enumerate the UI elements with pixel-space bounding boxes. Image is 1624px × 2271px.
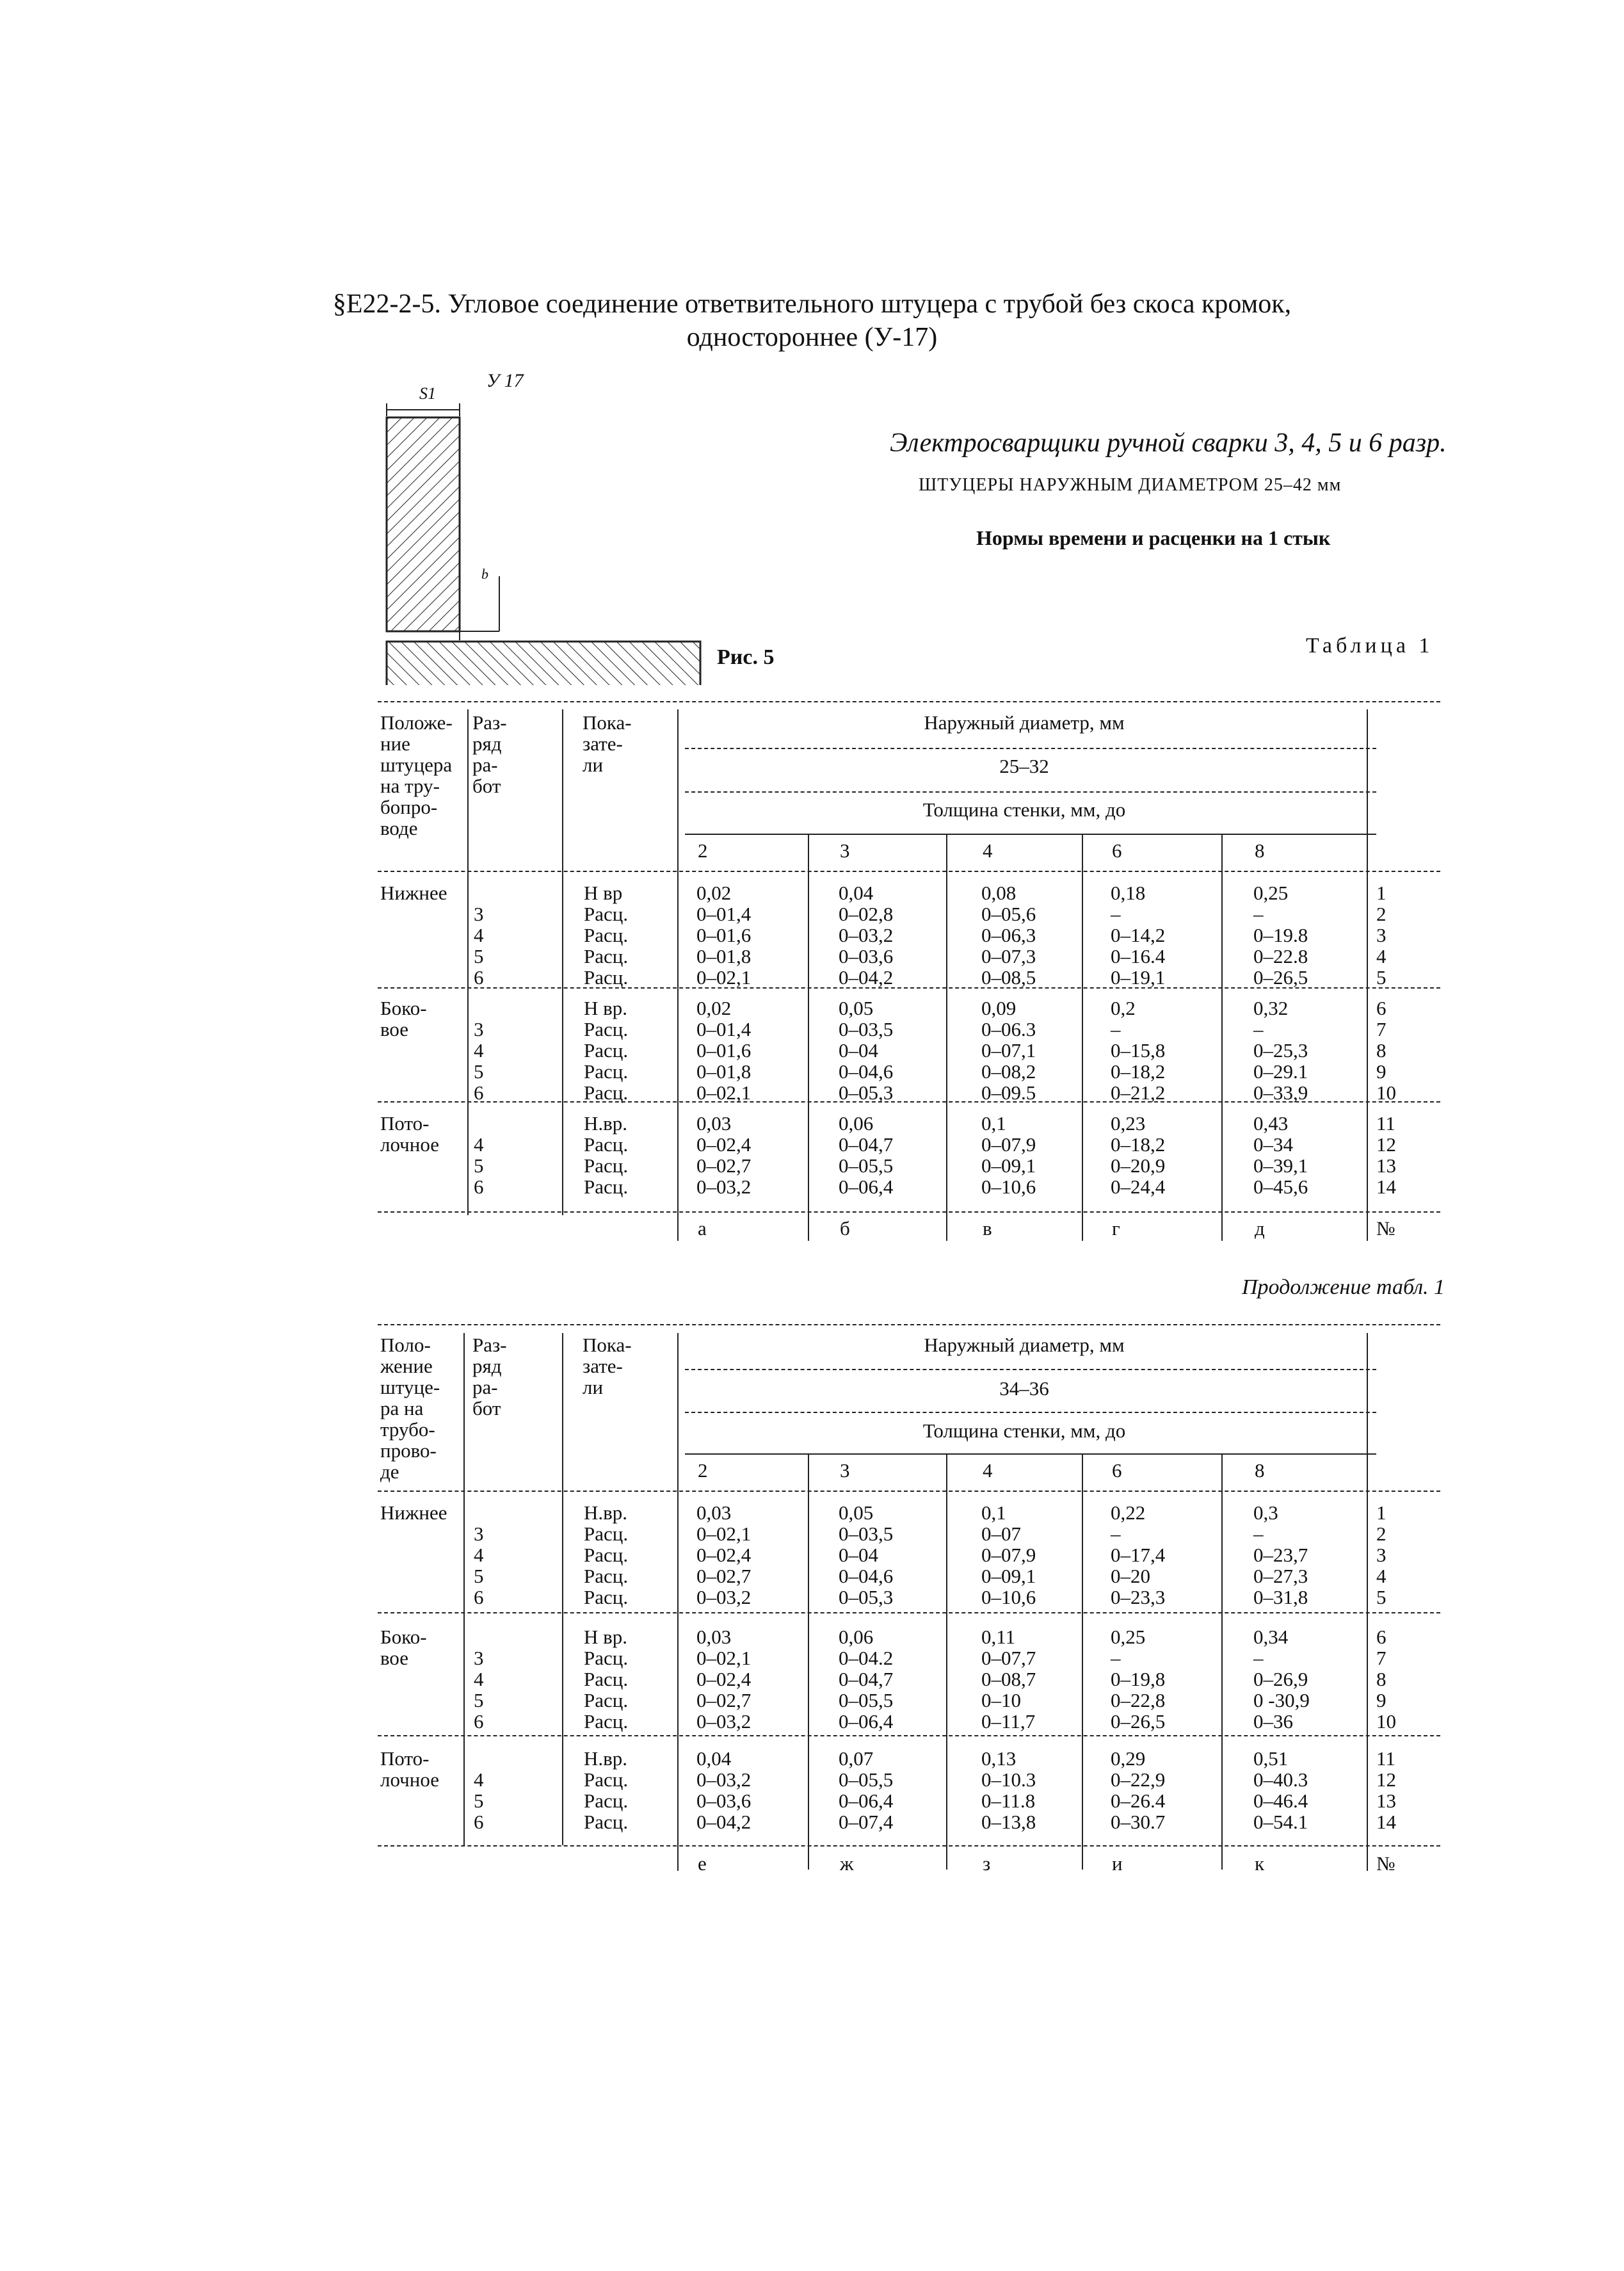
cell-bottom-zh: 0,05 0–03,5 0–04 0–04,6 0–05,3 [839, 1501, 894, 1608]
cell-side-zh: 0,06 0–04.2 0–04,7 0–05,5 0–06,4 [839, 1626, 894, 1733]
cell-side-d: 0,32 – 0–25,3 0–29.1 0–33,9 [1253, 997, 1308, 1104]
position-side: Боко- вое [380, 997, 427, 1040]
grades-ceiling-2: 4 5 6 [474, 1768, 484, 1833]
cell-bottom-k: 0,3 – 0–23,7 0–27,3 0–31,8 [1253, 1501, 1308, 1608]
footer-v: в [983, 1217, 992, 1240]
position-side-2: Боко- вое [380, 1626, 427, 1669]
footer-no: № [1376, 1217, 1395, 1240]
footer-k: к [1255, 1852, 1265, 1875]
indicators-ceiling-2: Н.вр. Расц. Расц. Расц. [584, 1747, 629, 1833]
cell-bottom-b: 0,04 0–02,8 0–03,2 0–03,6 0–04,2 [839, 882, 894, 989]
indicators-side-2: Н вр. Расц. Расц. Расц. Расц. [584, 1626, 629, 1733]
col-indicator-header-2: Пока- зате- ли [583, 1334, 632, 1398]
cell-side-k: 0,34 – 0–26,9 0 -30,9 0–36 [1253, 1626, 1310, 1733]
cell-side-g: 0,2 – 0–15,8 0–18,2 0–21,2 [1111, 997, 1166, 1104]
norms-line: Нормы времени и расценки на 1 стык [976, 526, 1331, 549]
col-indicator-header: Пока- зате- ли [583, 711, 632, 776]
footer-d: д [1255, 1217, 1265, 1240]
grades-bottom: 3 4 5 6 [474, 903, 484, 989]
thickness-6-t2: 6 [1112, 1459, 1122, 1482]
rownums-bottom: 1 2 3 4 5 [1376, 882, 1387, 989]
position-ceiling: Пото- лочное [380, 1112, 439, 1156]
cell-side-i: 0,25 – 0–19,8 0–22,8 0–26,5 [1111, 1626, 1166, 1733]
grades-side-2: 3 4 5 6 [474, 1647, 484, 1733]
rownums-side-2: 6 7 8 9 10 [1376, 1626, 1396, 1733]
footer-zh: ж [840, 1852, 854, 1875]
cell-ceiling-i: 0,29 0–22,9 0–26.4 0–30.7 [1111, 1747, 1166, 1833]
col-position-header-2: Поло- жение штуце- ра на трубо- прово- де [380, 1334, 440, 1483]
cell-ceiling-v: 0,1 0–07,9 0–09,1 0–10,6 [981, 1112, 1036, 1198]
weld-diagram [378, 378, 711, 685]
col-grade-header: Раз- ряд ра- бот [472, 711, 507, 797]
thickness-2-t2: 2 [698, 1459, 708, 1482]
footer-z: з [983, 1852, 991, 1875]
col-position-header: Положе- ние штуцера на тру- бопро- воде [380, 711, 453, 839]
grades-bottom-2: 3 4 5 6 [474, 1523, 484, 1608]
cell-ceiling-d: 0,43 0–34 0–39,1 0–45,6 [1253, 1112, 1308, 1198]
indicators-side: Н вр. Расц. Расц. Расц. Расц. [584, 997, 629, 1104]
section-title: §E22-2-5. Угловое соединение ответвительного штуцера с трубой без скоса кромок, [332, 289, 1292, 319]
cell-ceiling-g: 0,23 0–18,2 0–20,9 0–24,4 [1111, 1112, 1166, 1198]
indicators-ceiling: Н.вр. Расц. Расц. Расц. [584, 1112, 629, 1198]
rownums-side: 6 7 8 9 10 [1376, 997, 1396, 1104]
thickness-6: 6 [1112, 839, 1122, 862]
thickness-header-2: Толщина стенки, мм, до [922, 1419, 1126, 1442]
position-ceiling-2: Пото- лочное [380, 1747, 439, 1791]
scope-line: ШТУЦЕРЫ НАРУЖНЫМ ДИАМЕТРОМ 25–42 мм [919, 475, 1342, 495]
table-label: Таблица 1 [1306, 634, 1434, 658]
cell-ceiling-z: 0,13 0–10.3 0–11.8 0–13,8 [981, 1747, 1036, 1833]
workers-line: Электросварщики ручной сварки 3, 4, 5 и 6 разр. [890, 428, 1447, 458]
diameter-header: Наружный диаметр, мм [924, 711, 1125, 734]
diameter-range: 25–32 [999, 755, 1049, 777]
cell-side-b: 0,05 0–03,5 0–04 0–04,6 0–05,3 [839, 997, 894, 1104]
col-grade-header-2: Раз- ряд ра- бот [472, 1334, 507, 1419]
grades-side: 3 4 5 6 [474, 1018, 484, 1104]
cell-bottom-g: 0,18 – 0–14,2 0–16.4 0–19,1 [1111, 882, 1166, 989]
cell-bottom-i: 0,22 – 0–17,4 0–20 0–23,3 [1111, 1501, 1166, 1608]
rownums-ceiling: 11 12 13 14 [1376, 1112, 1396, 1198]
thickness-2: 2 [698, 839, 708, 862]
cell-bottom-d: 0,25 – 0–19.8 0–22.8 0–26,5 [1253, 882, 1308, 989]
cell-bottom-a: 0,02 0–01,4 0–01,6 0–01,8 0–02,1 [696, 882, 752, 989]
joint-mark: У 17 [486, 370, 524, 391]
cell-ceiling-e: 0,04 0–03,2 0–03,6 0–04,2 [696, 1747, 752, 1833]
section-subtitle: одностороннее (У-17) [686, 323, 938, 352]
footer-i: и [1112, 1852, 1123, 1875]
cell-side-v: 0,09 0–06.3 0–07,1 0–08,2 0–09.5 [981, 997, 1036, 1104]
diameter-range-2: 34–36 [999, 1377, 1049, 1400]
indicators-bottom-2: Н.вр. Расц. Расц. Расц. Расц. [584, 1501, 629, 1608]
thickness-label: S1 [419, 384, 436, 403]
thickness-3-t2: 3 [840, 1459, 850, 1482]
footer-g: г [1112, 1217, 1120, 1240]
cell-ceiling-zh: 0,07 0–05,5 0–06,4 0–07,4 [839, 1747, 894, 1833]
footer-a: а [698, 1217, 707, 1240]
thickness-8: 8 [1255, 839, 1265, 862]
cell-side-a: 0,02 0–01,4 0–01,6 0–01,8 0–02,1 [696, 997, 752, 1104]
position-bottom: Нижнее [380, 882, 447, 904]
rownums-bottom-2: 1 2 3 4 5 [1376, 1501, 1387, 1608]
thickness-4: 4 [983, 839, 993, 862]
indicators-bottom: Н вр Расц. Расц. Расц. Расц. [584, 882, 629, 989]
footer-e: е [698, 1852, 707, 1875]
figure-caption: Рис. 5 [717, 645, 775, 669]
thickness-8-t2: 8 [1255, 1459, 1265, 1482]
cell-bottom-z: 0,1 0–07 0–07,9 0–09,1 0–10,6 [981, 1501, 1036, 1608]
footer-b: б [840, 1217, 850, 1240]
footer-no-2: № [1376, 1852, 1395, 1875]
diameter-header-2: Наружный диаметр, мм [924, 1334, 1125, 1356]
cell-bottom-v: 0,08 0–05,6 0–06,3 0–07,3 0–08,5 [981, 882, 1036, 989]
grades-ceiling: 4 5 6 [474, 1133, 484, 1198]
gap-label: b [481, 566, 488, 582]
continuation-label: Продолжение табл. 1 [1242, 1275, 1445, 1299]
position-bottom-2: Нижнее [380, 1501, 447, 1524]
cell-side-e: 0,03 0–02,1 0–02,4 0–02,7 0–03,2 [696, 1626, 752, 1733]
cell-ceiling-k: 0,51 0–40.3 0–46.4 0–54.1 [1253, 1747, 1308, 1833]
cell-ceiling-a: 0,03 0–02,4 0–02,7 0–03,2 [696, 1112, 752, 1198]
thickness-4-t2: 4 [983, 1459, 993, 1482]
thickness-header: Толщина стенки, мм, до [922, 798, 1126, 821]
cell-bottom-e: 0,03 0–02,1 0–02,4 0–02,7 0–03,2 [696, 1501, 752, 1608]
cell-side-z: 0,11 0–07,7 0–08,7 0–10 0–11,7 [981, 1626, 1036, 1733]
rownums-ceiling-2: 11 12 13 14 [1376, 1747, 1396, 1833]
cell-ceiling-b: 0,06 0–04,7 0–05,5 0–06,4 [839, 1112, 894, 1198]
thickness-3: 3 [840, 839, 850, 862]
